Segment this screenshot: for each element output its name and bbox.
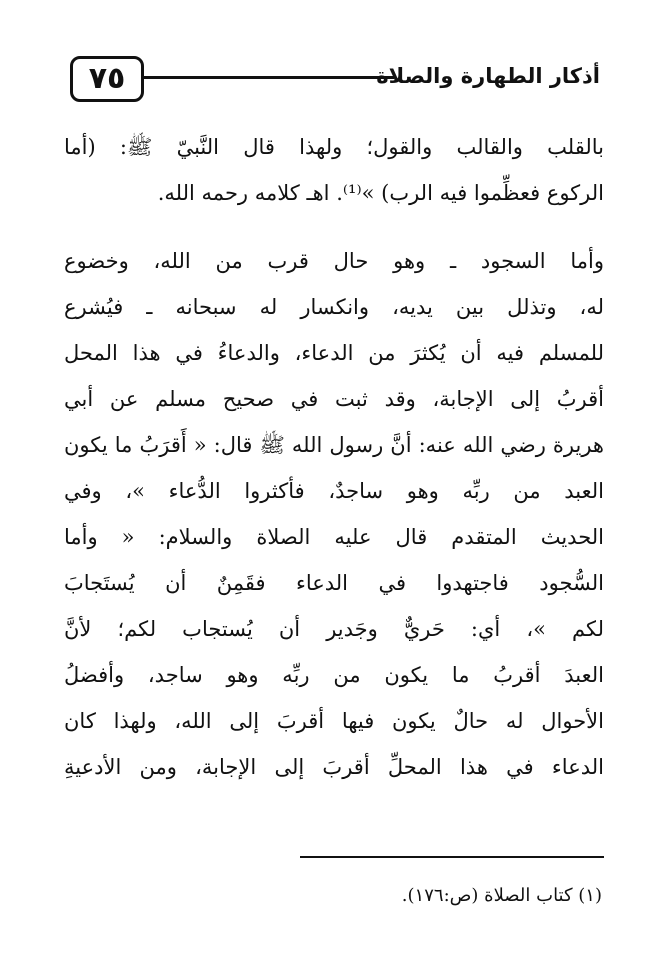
header-rule bbox=[144, 76, 394, 79]
text-line: هريرة رضي الله عنه: أنَّ رسول الله ﷺ قال: « أَقرَبُ ما يكون bbox=[64, 433, 604, 457]
running-title: أذكار الطهارة والصلاة bbox=[376, 64, 600, 88]
text-line: العبد من ربِّه وهو ساجدٌ، فأكثروا الدُّعاء »، وفي bbox=[64, 479, 604, 503]
text-line: له، وتذلل بين يديه، وانكسار له سبحانه ـ فيُشرع bbox=[64, 295, 604, 319]
footnote-rule bbox=[300, 856, 604, 858]
text-line: السُّجود فاجتهدوا في الدعاء فقَمِنٌ أن يُستَجابَ bbox=[64, 571, 604, 595]
text-line: أقربُ إلى الإجابة، وقد ثبت في صحيح مسلم عن أبي bbox=[64, 387, 604, 411]
page-number: ٧٥ bbox=[88, 61, 126, 96]
text-line: الأحوال له حالٌ يكون فيها أقربَ إلى الله، ولهذا كان bbox=[64, 709, 604, 733]
footnote: (١) كتاب الصلاة (ص:١٧٦). bbox=[401, 885, 602, 906]
text-line: بالقلب والقالب والقول؛ ولهذا قال النَّبيّ ﷺ: (أما bbox=[64, 135, 604, 159]
text-line: الركوع فعظِّموا فيه الرب) »⁽¹⁾. اهـ كلامه رحمه الله. bbox=[157, 181, 604, 205]
text-line: الدعاء في هذا المحلِّ أقربَ إلى الإجابة، ومن الأدعيةِ bbox=[64, 755, 604, 779]
page-header bbox=[0, 0, 660, 110]
page-number-box bbox=[70, 56, 144, 102]
paragraph-2 bbox=[64, 238, 604, 790]
text-line: العبدَ أقربُ ما يكون من ربِّه وهو ساجد، وأفضلُ bbox=[64, 663, 604, 687]
text-line: لكم »، أي: حَريٌّ وجَدير أن يُستجاب لكم؛ لأنَّ bbox=[64, 617, 604, 641]
text-line: وأما السجود ـ وهو حال قرب من الله، وخضوع bbox=[64, 249, 604, 273]
paragraph-1 bbox=[64, 124, 604, 216]
text-line: للمسلم فيه أن يُكثرَ من الدعاء، والدعاءُ في هذا المحل bbox=[64, 341, 604, 365]
text-line: الحديث المتقدم قال عليه الصلاة والسلام: « وأما bbox=[64, 525, 604, 549]
